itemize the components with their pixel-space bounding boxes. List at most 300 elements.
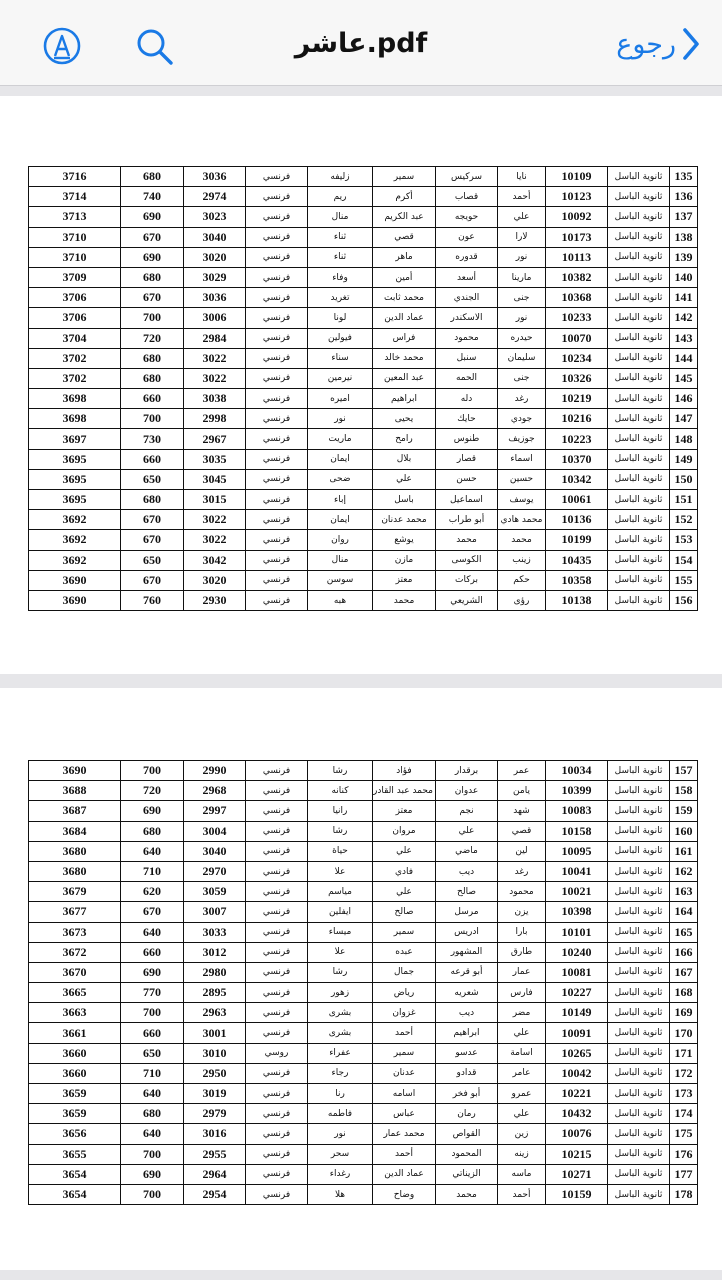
extra-score-cell: 760 [121,590,184,610]
first-name-cell: علي [498,1023,546,1043]
row-number-cell: 137 [670,207,698,227]
table-row [29,530,698,550]
mother-name-cell: وفاء [308,267,373,287]
school-cell: ثانوية الباسل [608,1063,670,1083]
language-cell: فرنسي [246,761,308,781]
row-number-cell: 167 [670,962,698,982]
school-cell: ثانوية الباسل [608,187,670,207]
table-row [29,207,698,227]
father-name-cell: محمد ثابت [373,288,436,308]
father-name-cell: عبده [373,942,436,962]
exam-id-cell: 10219 [546,389,608,409]
language-cell: فرنسي [246,288,308,308]
father-name-cell: معتز [373,801,436,821]
extra-score-cell: 670 [121,288,184,308]
total-cell: 3690 [29,761,121,781]
extra-score-cell: 670 [121,510,184,530]
school-cell: ثانوية الباسل [608,942,670,962]
language-cell: فرنسي [246,368,308,388]
last-name-cell: علي [436,821,498,841]
total-cell: 3679 [29,882,121,902]
table-row [29,1023,698,1043]
table-row [29,1043,698,1063]
exam-id-cell: 10432 [546,1104,608,1124]
last-name-cell: شعريه [436,983,498,1003]
extra-score-cell: 650 [121,550,184,570]
mother-name-cell: هبه [308,590,373,610]
last-name-cell: قدادو [436,1063,498,1083]
first-name-cell: حسين [498,469,546,489]
table-row [29,267,698,287]
row-number-cell: 157 [670,761,698,781]
row-number-cell: 141 [670,288,698,308]
exam-id-cell: 10399 [546,781,608,801]
extra-score-cell: 670 [121,570,184,590]
mother-name-cell: نيرمين [308,368,373,388]
mother-name-cell: رشا [308,761,373,781]
score-cell: 3010 [184,1043,246,1063]
extra-score-cell: 690 [121,962,184,982]
school-cell: ثانوية الباسل [608,882,670,902]
school-cell: ثانوية الباسل [608,1043,670,1063]
score-cell: 2950 [184,1063,246,1083]
exam-id-cell: 10123 [546,187,608,207]
extra-score-cell: 660 [121,942,184,962]
total-cell: 3660 [29,1063,121,1083]
pdf-page-1 [0,96,722,674]
mother-name-cell: رشا [308,962,373,982]
language-cell: فرنسي [246,801,308,821]
total-cell: 3672 [29,942,121,962]
exam-id-cell: 10101 [546,922,608,942]
exam-id-cell: 10034 [546,761,608,781]
mother-name-cell: حياة [308,841,373,861]
extra-score-cell: 740 [121,187,184,207]
language-cell: فرنسي [246,590,308,610]
language-cell: فرنسي [246,469,308,489]
row-number-cell: 172 [670,1063,698,1083]
exam-id-cell: 10070 [546,328,608,348]
total-cell: 3680 [29,861,121,881]
table-row [29,882,698,902]
school-cell: ثانوية الباسل [608,761,670,781]
table-row [29,1104,698,1124]
school-cell: ثانوية الباسل [608,821,670,841]
language-cell: فرنسي [246,861,308,881]
row-number-cell: 151 [670,490,698,510]
exam-id-cell: 10061 [546,490,608,510]
exam-id-cell: 10081 [546,962,608,982]
father-name-cell: قصي [373,227,436,247]
results-table [28,166,698,611]
mother-name-cell: منال [308,550,373,570]
row-number-cell: 148 [670,429,698,449]
table-row [29,288,698,308]
exam-id-cell: 10435 [546,550,608,570]
row-number-cell: 135 [670,167,698,187]
mother-name-cell: ثناء [308,227,373,247]
mother-name-cell: رجاء [308,1063,373,1083]
table-row [29,449,698,469]
school-cell: ثانوية الباسل [608,510,670,530]
father-name-cell: جمال [373,962,436,982]
extra-score-cell: 700 [121,1003,184,1023]
first-name-cell: محمود [498,882,546,902]
first-name-cell: فارس [498,983,546,1003]
first-name-cell: علي [498,1104,546,1124]
last-name-cell: المشهور [436,942,498,962]
row-number-cell: 153 [670,530,698,550]
score-cell: 3022 [184,530,246,550]
row-number-cell: 161 [670,841,698,861]
last-name-cell: ابراهيم [436,1023,498,1043]
exam-id-cell: 10149 [546,1003,608,1023]
school-cell: ثانوية الباسل [608,167,670,187]
school-cell: ثانوية الباسل [608,328,670,348]
first-name-cell: اسماء [498,449,546,469]
school-cell: ثانوية الباسل [608,781,670,801]
total-cell: 3690 [29,570,121,590]
first-name-cell: عمرو [498,1084,546,1104]
last-name-cell: مرسل [436,902,498,922]
total-cell: 3706 [29,308,121,328]
exam-id-cell: 10136 [546,510,608,530]
first-name-cell: رغد [498,861,546,881]
language-cell: فرنسي [246,1084,308,1104]
mother-name-cell: منال [308,207,373,227]
table-row [29,469,698,489]
score-cell: 3023 [184,207,246,227]
total-cell: 3714 [29,187,121,207]
last-name-cell: برقدار [436,761,498,781]
last-name-cell: حايك [436,409,498,429]
last-name-cell: الجندي [436,288,498,308]
first-name-cell: رؤى [498,590,546,610]
first-name-cell: سليمان [498,348,546,368]
father-name-cell: سمير [373,922,436,942]
exam-id-cell: 10234 [546,348,608,368]
first-name-cell: لين [498,841,546,861]
table-row [29,821,698,841]
extra-score-cell: 700 [121,1184,184,1204]
row-number-cell: 160 [670,821,698,841]
father-name-cell: فادي [373,861,436,881]
last-name-cell: عدسو [436,1043,498,1063]
language-cell: فرنسي [246,409,308,429]
row-number-cell: 159 [670,801,698,821]
mother-name-cell: سناء [308,348,373,368]
total-cell: 3654 [29,1164,121,1184]
score-cell: 2997 [184,801,246,821]
row-number-cell: 176 [670,1144,698,1164]
total-cell: 3688 [29,781,121,801]
school-cell: ثانوية الباسل [608,1164,670,1184]
row-number-cell: 162 [670,861,698,881]
language-cell: فرنسي [246,902,308,922]
father-name-cell: سمير [373,1043,436,1063]
exam-id-cell: 10091 [546,1023,608,1043]
total-cell: 3690 [29,590,121,610]
father-name-cell: باسل [373,490,436,510]
total-cell: 3695 [29,469,121,489]
mother-name-cell: ماريت [308,429,373,449]
last-name-cell: قصار [436,449,498,469]
row-number-cell: 139 [670,247,698,267]
extra-score-cell: 680 [121,490,184,510]
mother-name-cell: علا [308,942,373,962]
mother-name-cell: بشرى [308,1023,373,1043]
score-cell: 2955 [184,1144,246,1164]
exam-id-cell: 10223 [546,429,608,449]
father-name-cell: عبد الكريم [373,207,436,227]
language-cell: فرنسي [246,942,308,962]
score-cell: 3059 [184,882,246,902]
school-cell: ثانوية الباسل [608,801,670,821]
first-name-cell: زينب [498,550,546,570]
language-cell: فرنسي [246,882,308,902]
extra-score-cell: 680 [121,348,184,368]
exam-id-cell: 10326 [546,368,608,388]
exam-id-cell: 10041 [546,861,608,881]
father-name-cell: محمد خالد [373,348,436,368]
school-cell: ثانوية الباسل [608,1084,670,1104]
total-cell: 3684 [29,821,121,841]
first-name-cell: يامن [498,781,546,801]
school-cell: ثانوية الباسل [608,922,670,942]
first-name-cell: عمار [498,962,546,982]
last-name-cell: الكوسى [436,550,498,570]
language-cell: فرنسي [246,227,308,247]
total-cell: 3661 [29,1023,121,1043]
language-cell: فرنسي [246,1124,308,1144]
total-cell: 3656 [29,1124,121,1144]
last-name-cell: بركات [436,570,498,590]
language-cell: فرنسي [246,1023,308,1043]
school-cell: ثانوية الباسل [608,449,670,469]
exam-id-cell: 10271 [546,1164,608,1184]
last-name-cell: محمود [436,328,498,348]
score-cell: 3033 [184,922,246,942]
school-cell: ثانوية الباسل [608,368,670,388]
school-cell: ثانوية الباسل [608,429,670,449]
score-cell: 3007 [184,902,246,922]
table-row [29,167,698,187]
total-cell: 3655 [29,1144,121,1164]
mother-name-cell: ايمان [308,449,373,469]
extra-score-cell: 700 [121,1144,184,1164]
mother-name-cell: رنا [308,1084,373,1104]
last-name-cell: طنوس [436,429,498,449]
last-name-cell: محمد [436,1184,498,1204]
row-number-cell: 156 [670,590,698,610]
mother-name-cell: رشا [308,821,373,841]
score-cell: 2954 [184,1184,246,1204]
father-name-cell: أحمد [373,1144,436,1164]
father-name-cell: محمد عدنان [373,510,436,530]
exam-id-cell: 10158 [546,821,608,841]
row-number-cell: 144 [670,348,698,368]
last-name-cell: أسعد [436,267,498,287]
table-row [29,781,698,801]
father-name-cell: عدنان [373,1063,436,1083]
last-name-cell: قدوره [436,247,498,267]
father-name-cell: مروان [373,821,436,841]
score-cell: 3004 [184,821,246,841]
language-cell: فرنسي [246,490,308,510]
last-name-cell: الشريعي [436,590,498,610]
table-row [29,1063,698,1083]
table-row [29,1124,698,1144]
row-number-cell: 164 [670,902,698,922]
mother-name-cell: لونا [308,308,373,328]
table-row [29,348,698,368]
extra-score-cell: 650 [121,1043,184,1063]
total-cell: 3654 [29,1184,121,1204]
first-name-cell: قصي [498,821,546,841]
score-cell: 2895 [184,983,246,1003]
school-cell: ثانوية الباسل [608,861,670,881]
first-name-cell: يزن [498,902,546,922]
mother-name-cell: فاطمه [308,1104,373,1124]
mother-name-cell: بشرى [308,1003,373,1023]
language-cell: فرنسي [246,781,308,801]
table-row [29,801,698,821]
first-name-cell: مضر [498,1003,546,1023]
mother-name-cell: ميساء [308,922,373,942]
total-cell: 3698 [29,409,121,429]
father-name-cell: رامح [373,429,436,449]
father-name-cell: رياض [373,983,436,1003]
exam-id-cell: 10358 [546,570,608,590]
mother-name-cell: زهور [308,983,373,1003]
first-name-cell: بارا [498,922,546,942]
score-cell: 3036 [184,288,246,308]
father-name-cell: أحمد [373,1023,436,1043]
father-name-cell: علي [373,841,436,861]
language-cell: فرنسي [246,1164,308,1184]
first-name-cell: شهد [498,801,546,821]
mother-name-cell: تغريد [308,288,373,308]
table-row [29,962,698,982]
last-name-cell: سركيس [436,167,498,187]
total-cell: 3692 [29,550,121,570]
total-cell: 3706 [29,288,121,308]
extra-score-cell: 700 [121,308,184,328]
last-name-cell: صالح [436,882,498,902]
first-name-cell: نور [498,247,546,267]
total-cell: 3659 [29,1104,121,1124]
school-cell: ثانوية الباسل [608,247,670,267]
school-cell: ثانوية الباسل [608,962,670,982]
exam-id-cell: 10370 [546,449,608,469]
score-cell: 3038 [184,389,246,409]
first-name-cell: جنى [498,368,546,388]
extra-score-cell: 730 [121,429,184,449]
school-cell: ثانوية الباسل [608,530,670,550]
score-cell: 2990 [184,761,246,781]
score-cell: 2998 [184,409,246,429]
navigation-bar [0,0,722,86]
pdf-page-2 [0,688,722,1270]
extra-score-cell: 660 [121,449,184,469]
exam-id-cell: 10227 [546,983,608,1003]
mother-name-cell: فيولين [308,328,373,348]
last-name-cell: محمد [436,530,498,550]
extra-score-cell: 700 [121,409,184,429]
score-cell: 3020 [184,570,246,590]
exam-id-cell: 10240 [546,942,608,962]
back-button[interactable] [616,24,700,64]
exam-id-cell: 10265 [546,1043,608,1063]
mother-name-cell: هلا [308,1184,373,1204]
mother-name-cell: رغداء [308,1164,373,1184]
total-cell: 3692 [29,510,121,530]
father-name-cell: فراس [373,328,436,348]
row-number-cell: 158 [670,781,698,801]
mother-name-cell: عفراء [308,1043,373,1063]
score-cell: 3040 [184,227,246,247]
language-cell: فرنسي [246,570,308,590]
school-cell: ثانوية الباسل [608,1104,670,1124]
row-number-cell: 152 [670,510,698,530]
mother-name-cell: ايفلين [308,902,373,922]
table-row [29,368,698,388]
total-cell: 3702 [29,368,121,388]
father-name-cell: سمير [373,167,436,187]
mother-name-cell: ثناء [308,247,373,267]
school-cell: ثانوية الباسل [608,207,670,227]
table-row [29,328,698,348]
row-number-cell: 177 [670,1164,698,1184]
table-row [29,1164,698,1184]
table-row [29,570,698,590]
extra-score-cell: 640 [121,1124,184,1144]
mother-name-cell: ريم [308,187,373,207]
school-cell: ثانوية الباسل [608,1003,670,1023]
father-name-cell: عماد الدين [373,308,436,328]
row-number-cell: 175 [670,1124,698,1144]
exam-id-cell: 10342 [546,469,608,489]
last-name-cell: نجم [436,801,498,821]
extra-score-cell: 710 [121,1063,184,1083]
mother-name-cell: مياسم [308,882,373,902]
first-name-cell: حيدره [498,328,546,348]
total-cell: 3709 [29,267,121,287]
school-cell: ثانوية الباسل [608,227,670,247]
first-name-cell: نايا [498,167,546,187]
language-cell: فرنسي [246,267,308,287]
first-name-cell: عمر [498,761,546,781]
first-name-cell: يوسف [498,490,546,510]
first-name-cell: ماسه [498,1164,546,1184]
score-cell: 3006 [184,308,246,328]
table-row [29,902,698,922]
father-name-cell: محمد عبد القادر [373,781,436,801]
score-cell: 3020 [184,247,246,267]
mother-name-cell: اميره [308,389,373,409]
first-name-cell: جنى [498,288,546,308]
row-number-cell: 150 [670,469,698,489]
last-name-cell: اسماعيل [436,490,498,510]
first-name-cell: لارا [498,227,546,247]
exam-id-cell: 10233 [546,308,608,328]
row-number-cell: 155 [670,570,698,590]
extra-score-cell: 690 [121,1164,184,1184]
language-cell: فرنسي [246,962,308,982]
father-name-cell: عباس [373,1104,436,1124]
total-cell: 3710 [29,227,121,247]
table-row [29,227,698,247]
